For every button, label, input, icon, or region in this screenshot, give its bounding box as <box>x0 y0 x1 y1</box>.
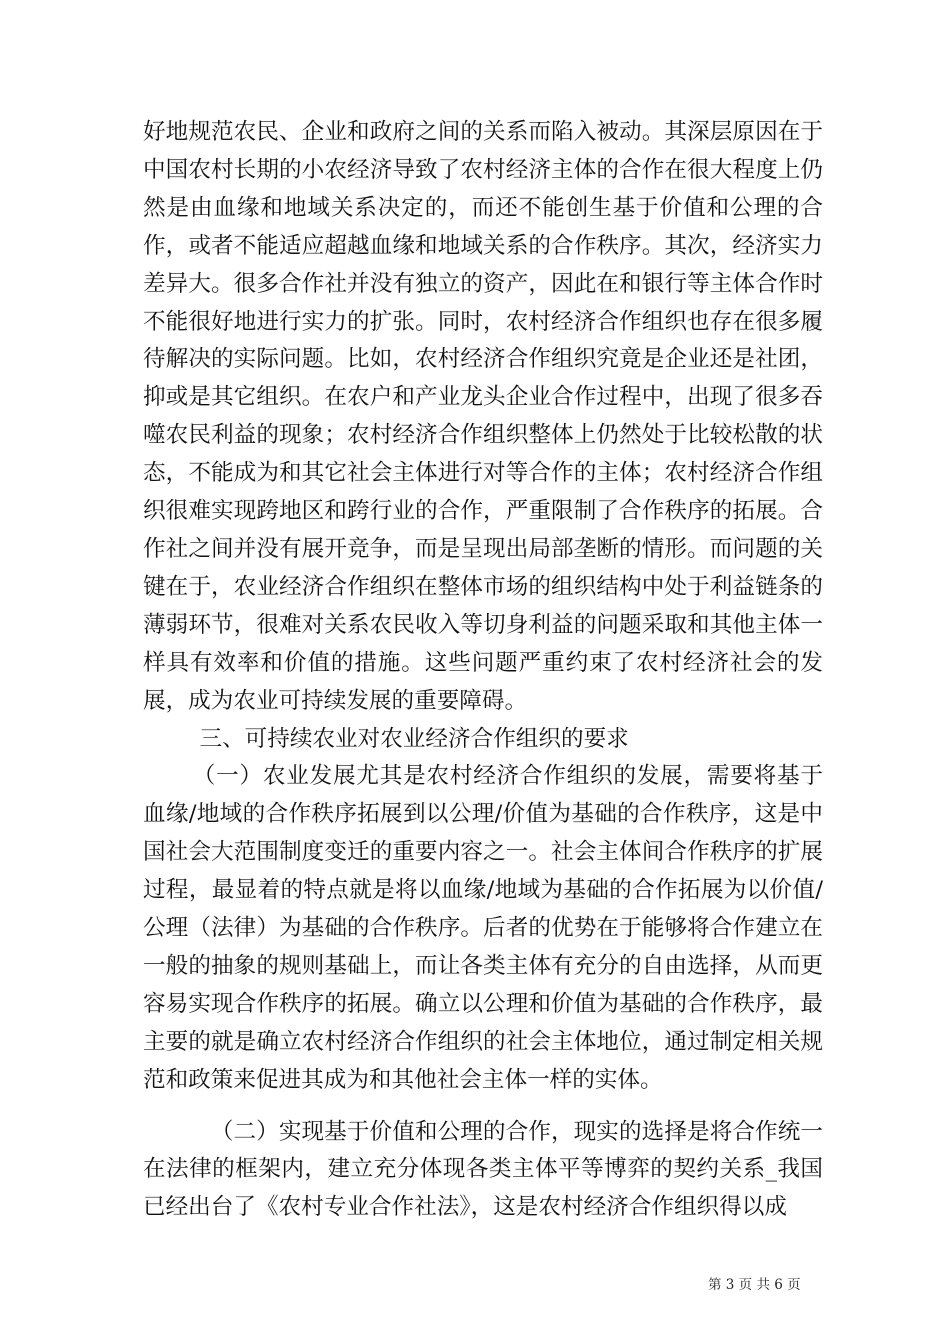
page-number-footer: 第 3 页 共 6 页 <box>708 1277 801 1293</box>
point-two-paragraph: （二）实现基于价值和公理的合作，现实的选择是将合作统一在法律的框架内，建立充分体现各类主体平等博弈的契约关系_我国已经出台了《农村专业合作社法》，这是农村经济合作组织得以成 <box>143 1118 823 1221</box>
document-body <box>143 114 823 1227</box>
section-heading: 三、可持续农业对农业经济合作组织的要求 <box>199 725 629 752</box>
continuation-paragraph: 好地规范农民、企业和政府之间的关系而陷入被动。其深层原因在于中国农村长期的小农经济导致了农村经济主体的合作在很大程度上仍然是由血缘和地域关系决定的，而还不能创生基于价值和公理的合作，或者不能适应超越血缘和地域关系的合作秩序。其次，经济实力差异大。很多合作社并没有独立的资产，因此在和银行等主体合作时不能很好地进行实力的扩张。同时，农村经济合作组织也存在很多履待解决的实际问题。比如，农村经济合作组织究竟是企业还是社团，抑或是其它组织。在农户和产业龙头企业合作过程中，出现了很多吞噬农民利益的现象；农村经济合作组织整体上仍然处于比较松散的状态，不能成为和其它社会主体进行对等合作的主体；农村经济合作组织很难实现跨地区和跨行业的合作，严重限制了合作秩序的拓展。合作社之间并没有展开竞争，而是呈现出局部垄断的情形。而问题的关键在于，农业经济合作组织在整体市场的组织结构中处于利益链条的薄弱环节，很难对关系农民收入等切身利益的问题采取和其他主体一样具有效率和价值的措施。这些问题严重约束了农村经济社会的发展，成为农业可持续发展的重要障碍。 <box>143 119 823 714</box>
point-one-paragraph: （一）农业发展尤其是农村经济合作组织的发展，需要将基于血缘/地域的合作秩序拓展到以公理/价值为基础的合作秩序，这是中国社会大范围制度变迁的重要内容之一。社会主体间合作秩序的扩展过程，最显着的特点就是将以血缘/地域为基础的合作拓展为以价值/公理（法律）为基础的合作秩序。后者的优势在于能够将合作建立在一般的抽象的规则基础上，而让各类主体有充分的自由选择，从而更容易实现合作秩序的拓展。确立以公理和价值为基础的合作秩序，最主要的就是确立农村经济合作组织的社会主体地位，通过制定相关规范和政策来促进其成为和其他社会主体一样的实体。 <box>143 763 823 1093</box>
